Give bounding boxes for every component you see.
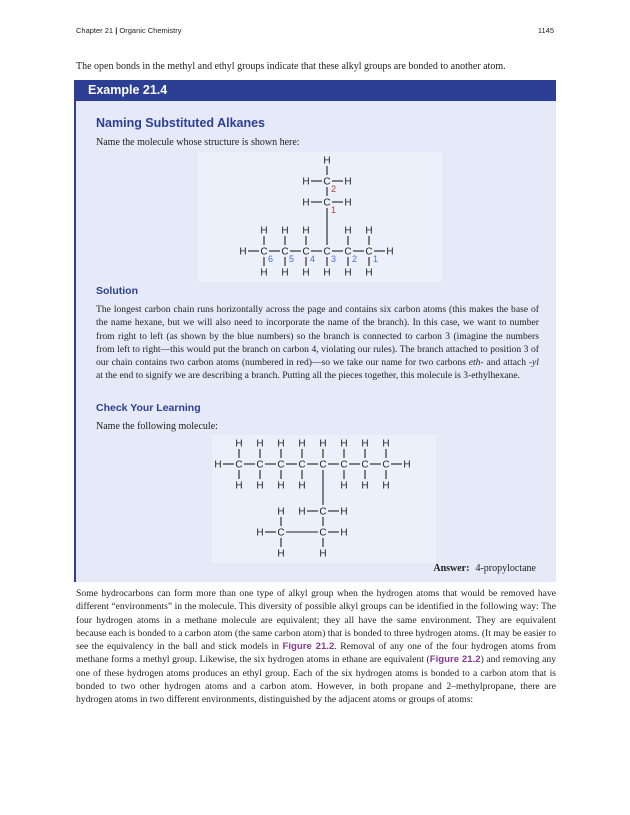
molecule-diagram-2	[212, 435, 436, 563]
hydrogen-atom: H	[323, 155, 331, 167]
chain-number: 5	[289, 254, 295, 264]
hydrogen-atom: H	[344, 267, 352, 279]
example-box	[74, 80, 556, 582]
answer	[433, 563, 536, 574]
carbon-atom: C	[382, 459, 390, 471]
carbon-atom: C	[323, 176, 331, 188]
hydrogen-atom: H	[344, 176, 352, 188]
carbon-atom: C	[260, 246, 268, 258]
hydrogen-atom: H	[403, 459, 411, 471]
hydrogen-atom: H	[281, 267, 289, 279]
hydrogen-atom: H	[298, 480, 306, 492]
hydrogen-atom: H	[235, 480, 243, 492]
chapter-label: Chapter 21	[76, 26, 114, 35]
carbon-atom: C	[361, 459, 369, 471]
hydrogen-atom: H	[386, 246, 394, 258]
hydrogen-atom: H	[365, 225, 373, 237]
hydrogen-atom: H	[302, 267, 310, 279]
carbon-atom: C	[319, 459, 327, 471]
structure-4-propyloctane	[212, 435, 436, 563]
hydrogen-atom: H	[340, 527, 348, 539]
chain-number: 1	[373, 254, 379, 264]
carbon-atom: C	[319, 506, 327, 518]
hydrogen-atom: H	[277, 506, 285, 518]
branch-number: 2	[331, 184, 337, 194]
hydrogen-atom: H	[256, 480, 264, 492]
structure-3-ethylhexane	[198, 152, 442, 282]
hydrogen-atom: H	[340, 506, 348, 518]
chain-number: 4	[310, 254, 316, 264]
hydrogen-atom: H	[365, 267, 373, 279]
carbon-atom: C	[340, 459, 348, 471]
carbon-atom: C	[323, 246, 331, 258]
solution-eth: eth-	[468, 357, 484, 369]
carbon-atom: C	[319, 527, 327, 539]
carbon-atom: C	[302, 246, 310, 258]
running-header	[76, 26, 554, 38]
solution-yl: -yl	[528, 357, 539, 369]
hydrogen-atom: H	[298, 438, 306, 450]
hydrogen-atom: H	[239, 246, 247, 258]
carbon-atom: C	[298, 459, 306, 471]
header-separator: |	[115, 26, 118, 35]
example-label: Example 21.4	[76, 80, 556, 101]
solution-part-3: at the end to signify we are describing a branch. Putting all the pieces together, this molecule is 3-ethylhexane.	[96, 370, 521, 382]
branch-number: 1	[331, 205, 337, 215]
solution-text	[96, 303, 539, 383]
molecule-diagram-1	[198, 152, 442, 282]
hydrogen-atom: H	[340, 480, 348, 492]
hydrogen-atom: H	[235, 438, 243, 450]
body-part-3: ) and removing any one of these hydrogen atoms produces an ethyl group. Each of the six hydrogen atoms is bonded to a carbon atom that is bonded to two other hydrogen atoms and a carbon atom. However, in both propane and 2–methylpropane, there are hydrogen atoms in two different environments, distinguished by the adjacent atoms or groups of atoms:	[76, 654, 556, 706]
hydrogen-atom: H	[302, 225, 310, 237]
body-part-1: Some hydrocarbons can form more than one type of alkyl group when the hydrogen atoms that would be removed have different “environments” in the molecule. This diversity of possible alkyl groups can be identified in the following way: The four hydrogen atoms in a methane molecule are equivalent; they all have the same environment. They are equivalent because each is bonded to a carbon atom (the same carbon atom) that is bonded to three hydrogen atoms. (It may be easier to see the equivalency in the ball and stick models in	[76, 588, 556, 653]
chain-number: 6	[268, 254, 274, 264]
hydrogen-atom: H	[361, 438, 369, 450]
hydrogen-atom: H	[344, 225, 352, 237]
carbon-atom: C	[277, 459, 285, 471]
hydrogen-atom: H	[214, 459, 222, 471]
carbon-atom: C	[323, 197, 331, 209]
hydrogen-atom: H	[277, 548, 285, 560]
chapter-title	[76, 26, 182, 35]
chapter-subject: Organic Chemistry	[119, 26, 182, 35]
hydrogen-atom: H	[340, 438, 348, 450]
carbon-atom: C	[277, 527, 285, 539]
example-prompt: Name the molecule whose structure is shown here:	[96, 137, 300, 148]
carbon-atom: C	[281, 246, 289, 258]
carbon-atom: C	[365, 246, 373, 258]
hydrogen-atom: H	[361, 480, 369, 492]
carbon-atom: C	[235, 459, 243, 471]
example-title: Naming Substituted Alkanes	[96, 116, 266, 130]
carbon-atom: C	[344, 246, 352, 258]
solution-part-1: The longest carbon chain runs horizontally across the page and contains six carbon atoms (this makes the base of the name hexane, but we will also need to incorporate the name of the branch). In this case, we want to number from right to left (as shown by the blue numbers) so the branch is connected to carbon 3 (imagine the numbers from left to right—this would put the branch on carbon 4, violating our rules). The branch attached to position 3 of our chain contains two carbon atoms (numbered in red)—so we take our name for two carbons	[96, 304, 539, 369]
hydrogen-atom: H	[302, 197, 310, 209]
carbon-atom: C	[256, 459, 264, 471]
figure-link-1[interactable]: Figure 21.2	[282, 641, 335, 653]
check-your-learning-heading: Check Your Learning	[96, 402, 201, 414]
answer-value: 4-propyloctane	[475, 563, 536, 574]
chain-number: 2	[352, 254, 358, 264]
hydrogen-atom: H	[344, 197, 352, 209]
check-prompt: Name the following molecule:	[96, 421, 218, 432]
intro-paragraph: The open bonds in the methyl and ethyl groups indicate that these alkyl groups are bonded to another atom.	[76, 61, 506, 72]
body-paragraph	[76, 587, 556, 707]
hydrogen-atom: H	[256, 438, 264, 450]
hydrogen-atom: H	[260, 225, 268, 237]
answer-label: Answer:	[433, 563, 470, 574]
solution-part-2: and attach	[483, 357, 529, 369]
hydrogen-atom: H	[319, 438, 327, 450]
hydrogen-atom: H	[319, 548, 327, 560]
hydrogen-atom: H	[323, 267, 331, 279]
page-number: 1145	[537, 26, 554, 35]
hydrogen-atom: H	[298, 506, 306, 518]
hydrogen-atom: H	[281, 225, 289, 237]
body-part-2: . Removal of any one of the four hydrogen atoms from methane forms a methyl group. Likewise, the six hydrogen atoms in ethane are equivalent (	[76, 641, 556, 666]
solution-heading: Solution	[96, 285, 138, 297]
hydrogen-atom: H	[302, 176, 310, 188]
hydrogen-atom: H	[382, 480, 390, 492]
hydrogen-atom: H	[260, 267, 268, 279]
chain-number: 3	[331, 254, 337, 264]
hydrogen-atom: H	[277, 438, 285, 450]
hydrogen-atom: H	[256, 527, 264, 539]
hydrogen-atom: H	[382, 438, 390, 450]
hydrogen-atom: H	[277, 480, 285, 492]
figure-link-2[interactable]: Figure 21.2	[429, 654, 481, 666]
